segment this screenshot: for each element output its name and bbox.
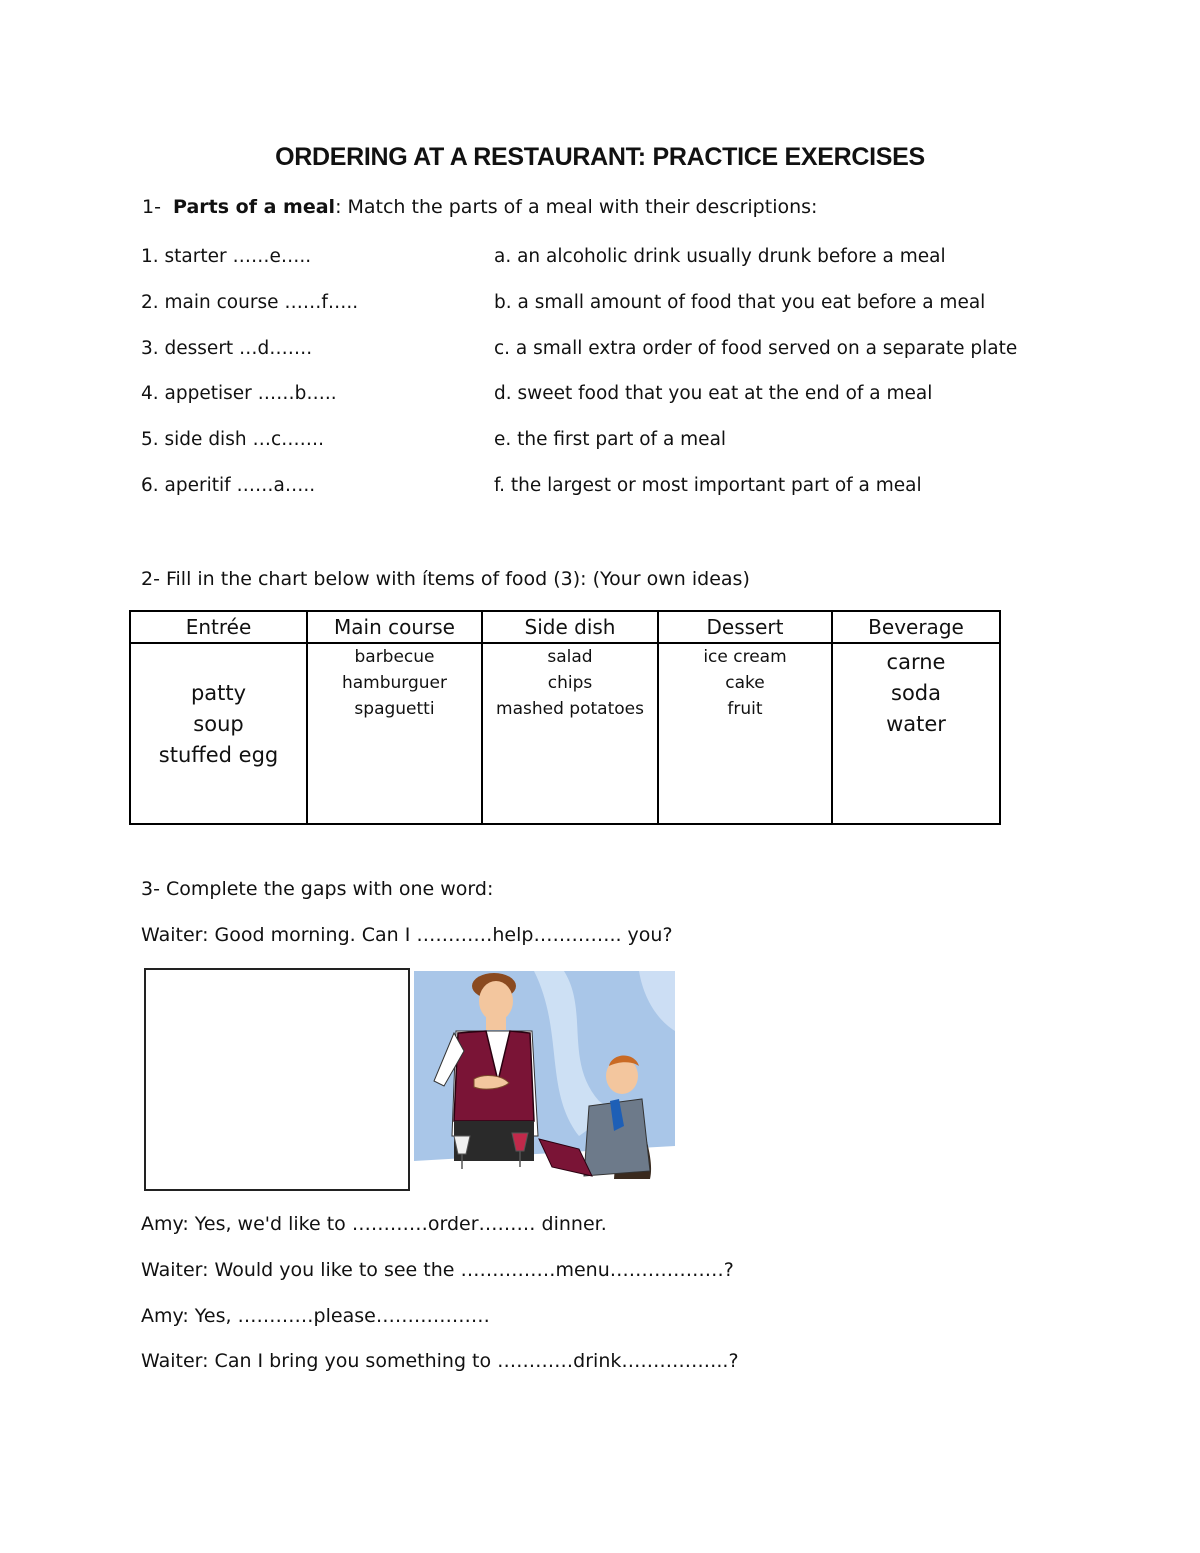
match-left-5: 5. side dish …c…….: [141, 429, 324, 450]
waiter-neck: [486, 1016, 506, 1030]
q3-instruction: 3- Complete the gaps with one word:: [141, 878, 494, 900]
chart-header-row: [130, 611, 1000, 643]
food-chart: [129, 610, 1001, 825]
waiter-face: [479, 981, 513, 1021]
side-dish-item: chips: [547, 673, 593, 693]
match-left-2: 2. main course ……f…..: [141, 292, 359, 313]
dessert-item: fruit: [727, 699, 763, 719]
match-left-4: 4. appetiser ……b…..: [141, 383, 337, 404]
q1-instruction: [142, 196, 817, 218]
entree-item: soup: [193, 712, 244, 736]
match-right-a: a. an alcoholic drink usually drunk before a meal: [494, 246, 946, 267]
match-right-c: c. a small extra order of food served on a separate plate: [494, 338, 1018, 359]
entree-item: stuffed egg: [158, 743, 279, 767]
main-course-item: hamburguer: [341, 673, 448, 693]
dialogue-line-2: Amy: Yes, we'd like to …………order……… dinner.: [141, 1213, 607, 1235]
header-beverage: Beverage: [832, 611, 1000, 643]
match-left-3: 3. dessert …d…….: [141, 338, 313, 359]
side-dish-item: mashed potatoes: [496, 699, 644, 719]
header-entree: Entrée: [130, 611, 307, 643]
header-side-dish: Side dish: [482, 611, 658, 643]
q1-instruction-text: : Match the parts of a meal with their descriptions:: [335, 196, 818, 218]
header-main-course: Main course: [307, 611, 482, 643]
header-dessert: Dessert: [658, 611, 832, 643]
beverage-item: water: [886, 712, 946, 736]
dialogue-line-3: Waiter: Would you like to see the ……………menu………………?: [141, 1259, 734, 1281]
cell-side-dish: [482, 643, 658, 824]
match-left-6: 6. aperitif ……a…..: [141, 475, 316, 496]
dialogue-line-1: Waiter: Good morning. Can I …………help………….. you?: [141, 924, 673, 946]
cell-main-course: [307, 643, 482, 824]
blank-picture-frame: [144, 968, 410, 1191]
match-left-1: 1. starter ……e…..: [141, 246, 312, 267]
match-right-d: d. sweet food that you eat at the end of a meal: [494, 383, 933, 404]
beverage-item: carne: [886, 650, 946, 674]
q2-instruction: 2- Fill in the chart below with ítems of food (3): (Your own ideas): [141, 568, 750, 590]
side-dish-item: salad: [547, 647, 593, 667]
dessert-item: cake: [725, 673, 765, 693]
match-right-e: e. the first part of a meal: [494, 429, 727, 450]
q1-number: 1-: [142, 196, 161, 218]
dialogue-line-4: Amy: Yes, …………please………………: [141, 1305, 490, 1327]
entree-item: patty: [190, 681, 247, 705]
chart-body-row: [130, 643, 1000, 824]
page-title: ORDERING AT A RESTAURANT: PRACTICE EXERCISES: [275, 143, 925, 171]
beverage-item: soda: [891, 681, 941, 705]
cell-beverage: [832, 643, 1000, 824]
q1-heading: Parts of a meal: [173, 196, 336, 218]
match-right-b: b. a small amount of food that you eat before a meal: [494, 292, 986, 313]
cell-dessert: [658, 643, 832, 824]
main-course-item: barbecue: [354, 647, 435, 667]
waiter-illustration: [414, 971, 675, 1179]
match-right-f: f. the largest or most important part of a meal: [494, 475, 922, 496]
main-course-item: spaguetti: [354, 699, 435, 719]
cell-entree: [130, 643, 307, 824]
dessert-item: ice cream: [703, 647, 787, 667]
dialogue-line-5: Waiter: Can I bring you something to …………drink……………..?: [141, 1350, 739, 1372]
